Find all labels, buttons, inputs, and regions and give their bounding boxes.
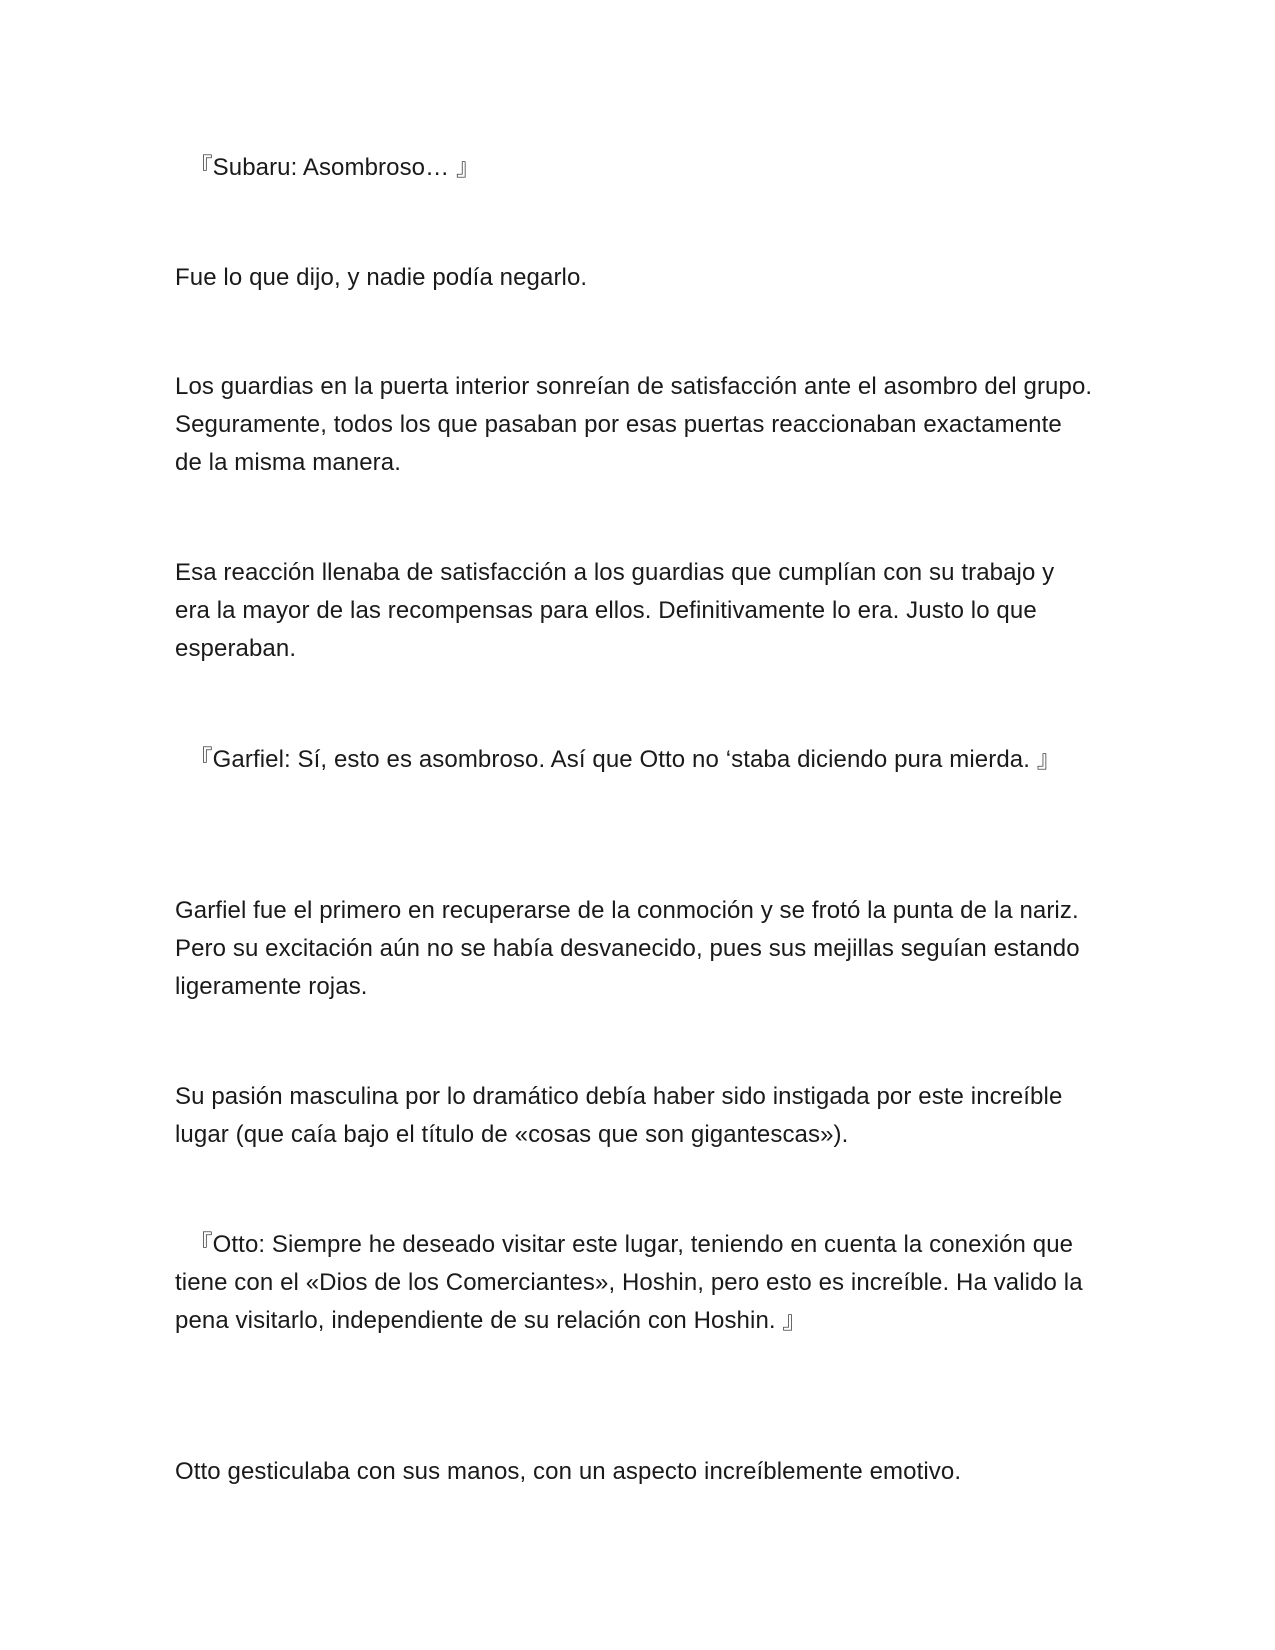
narration-paragraph: Esa reacción llenaba de satisfacción a los guardias que cumplían con su trabajo y era la mayor de las recompensas para ellos. Definitivamente lo era. Justo lo que esperaban. bbox=[175, 559, 1055, 662]
narration-paragraph: Los guardias en la puerta interior sonreían de satisfacción ante el asombro del grupo. Seguramente, todos los que pasaban por esas puertas reaccionaban exactamente de la misma manera. bbox=[175, 373, 1093, 476]
dialogue-otto: 『Otto: Siempre he deseado visitar este lugar, teniendo en cuenta la conexión que tiene con el «Dios de los Comerciantes», Hoshin, pero esto es increíble. Ha valido la pena visitarlo, independiente de su relación con Hoshin. 』 bbox=[175, 1231, 1083, 1334]
narration-paragraph: Garfiel fue el primero en recuperarse de la conmoción y se frotó la punta de la nariz. Pero su excitación aún no se había desvanecido, pues sus mejillas seguían estando ligeramente rojas. bbox=[175, 897, 1080, 1000]
dialogue-subaru: 『Subaru: Asombroso… 』 bbox=[175, 154, 481, 181]
dialogue-garfiel: 『Garfiel: Sí, esto es asombroso. Así que Otto no ‘staba diciendo pura mierda. 』 bbox=[175, 746, 1061, 773]
narration-paragraph: Su pasión masculina por lo dramático debía haber sido instigada por este increíble lugar (que caía bajo el título de «cosas que son gigantescas»). bbox=[175, 1083, 1063, 1148]
narration-paragraph: Otto gesticulaba con sus manos, con un aspecto increíblemente emotivo. bbox=[175, 1458, 962, 1485]
narration-paragraph: Fue lo que dijo, y nadie podía negarlo. bbox=[175, 264, 588, 291]
